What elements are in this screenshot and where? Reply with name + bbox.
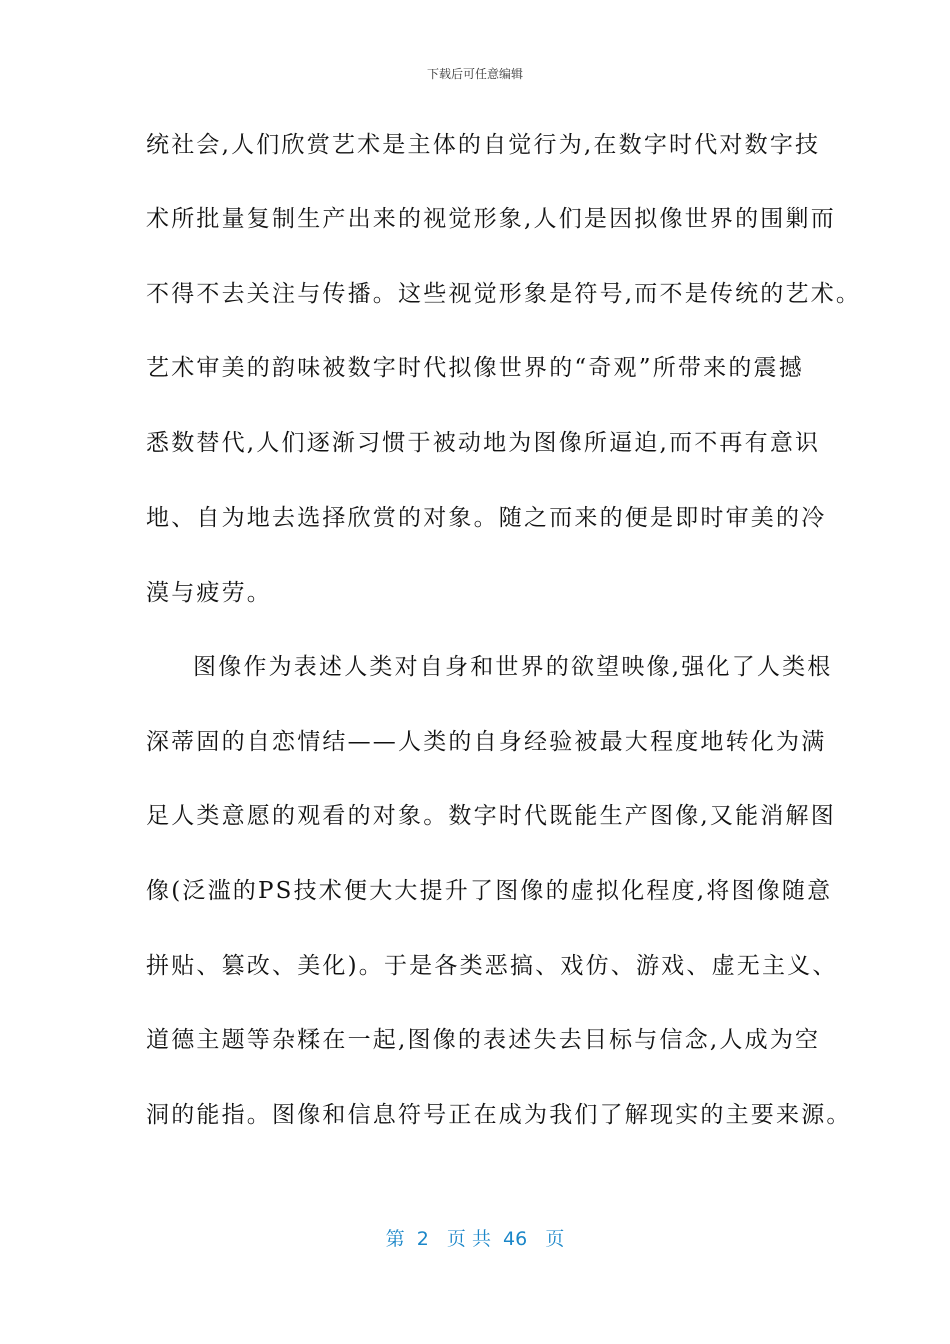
page-footer: 第 2 页 共 46 页 <box>385 1228 565 1250</box>
body-line-5: 悉数替代,人们逐渐习惯于被动地为图像所逼迫,而不再有意识 <box>146 430 821 456</box>
body-line-9: 深蒂固的自恋情结——人类的自身经验被最大程度地转化为满 <box>146 729 827 755</box>
body-line-13: 道德主题等杂糅在一起,图像的表述失去目标与信念,人成为空 <box>146 1027 821 1053</box>
body-line-11: 像(泛滥的PS技术便大大提升了图像的虚拟化程度,将图像随意 <box>146 878 833 904</box>
body-line-1: 统社会,人们欣赏艺术是主体的自觉行为,在数字时代对数字技 <box>146 132 821 158</box>
body-line-6: 地、自为地去选择欣赏的对象。随之而来的便是即时审美的冷 <box>146 505 827 531</box>
body-line-12: 拼贴、篡改、美化)。于是各类恶搞、戏仿、游戏、虚无主义、 <box>146 953 838 979</box>
body-line-8: 图像作为表述人类对自身和世界的欲望映像,强化了人类根 <box>193 654 833 680</box>
body-line-7: 漠与疲劳。 <box>146 580 272 606</box>
body-line-4: 艺术审美的韵味被数字时代拟像世界的“奇观”所带来的震撼 <box>146 355 804 381</box>
page-header: 下载后可任意编辑 <box>426 67 523 81</box>
body-line-2: 术所批量复制生产出来的视觉形象,人们是因拟像世界的围剿而 <box>146 206 836 232</box>
body-line-10: 足人类意愿的观看的对象。数字时代既能生产图像,又能消解图 <box>146 803 836 829</box>
body-line-14: 洞的能指。图像和信息符号正在成为我们了解现实的主要来源。 <box>146 1102 852 1128</box>
body-line-3: 不得不去关注与传播。这些视觉形象是符号,而不是传统的艺术。 <box>146 281 862 307</box>
